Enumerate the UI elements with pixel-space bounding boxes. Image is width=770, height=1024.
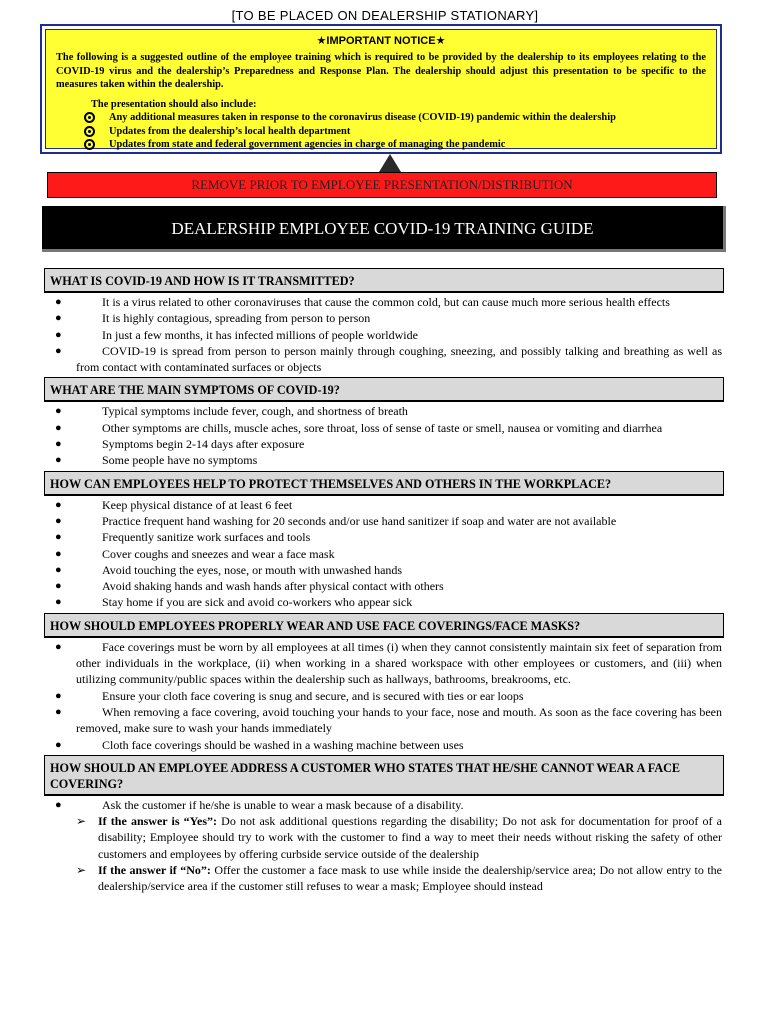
bullet-icon: ● <box>55 547 62 560</box>
list-item: ● It is highly contagious, spreading from person to person <box>55 311 371 326</box>
bullet-icon: ● <box>55 689 62 702</box>
arrow-bullet-icon: ➢ <box>76 814 87 829</box>
bullet-icon: ● <box>55 705 62 718</box>
notice-body: The following is a suggested outline of the employee training which is required to be provided by the dealership to its employees relating to the COVID-19 virus and the dealership’s Preparedness and Response Plan. The dealership should adjust this presentation to be specific to the measures taken within the dealership. <box>56 52 706 90</box>
bullet-icon: ● <box>55 328 62 341</box>
bullet-icon: ● <box>55 438 62 451</box>
bullet-icon: ● <box>55 514 62 527</box>
bullet-icon: ● <box>55 421 62 434</box>
list-item: ● Typical symptoms include fever, cough, and shortness of breath <box>55 404 408 419</box>
list-item: ● Cloth face coverings should be washed in a washing machine between uses <box>55 737 464 752</box>
bullet-icon: ● <box>55 640 62 653</box>
section-heading: HOW SHOULD AN EMPLOYEE ADDRESS A CUSTOMER WHO STATES THAT HE/SHE CANNOT WEAR A FACE COVERING? <box>44 755 724 796</box>
list-item: ● Ask the customer if he/she is unable to wear a mask because of a disability. <box>55 797 464 812</box>
notice-subheading: The presentation should also include: <box>91 98 257 110</box>
circle-bullet-icon <box>84 112 95 123</box>
training-content <box>44 268 724 897</box>
bullet-icon: ● <box>55 531 62 544</box>
list-item: ● Cover coughs and sneezes and wear a face mask <box>55 546 335 561</box>
section-heading: HOW SHOULD EMPLOYEES PROPERLY WEAR AND USE FACE COVERINGS/FACE MASKS? <box>44 613 724 638</box>
section-heading: HOW CAN EMPLOYEES HELP TO PROTECT THEMSELVES AND OTHERS IN THE WORKPLACE? <box>44 471 724 496</box>
section-body <box>44 402 724 470</box>
notice-list-item: Updates from the dealership’s local health department <box>84 125 706 139</box>
bullet-icon: ● <box>55 454 62 467</box>
bullet-icon: ● <box>55 563 62 576</box>
list-item: ● Other symptoms are chills, muscle aches, sore throat, loss of sense of taste or smell, nausea or vomiting and diarrhea <box>55 420 663 435</box>
section-body <box>44 496 724 613</box>
list-item: ● Avoid touching the eyes, nose, or mouth with unwashed hands <box>55 562 403 577</box>
section-heading: WHAT ARE THE MAIN SYMPTOMS OF COVID-19? <box>44 377 724 402</box>
list-item: ● Some people have no symptoms <box>55 453 258 468</box>
list-item: ● Face coverings must be worn by all employees at all times (i) when they cannot consistently maintain six feet of separation from other individuals in the workplace, (ii) when working in a shared workspace with other employees or customers, and (iii) when utilizing community/public spaces within the dealership such as hallways, bathrooms, breakrooms, etc. <box>55 639 722 687</box>
remove-banner: REMOVE PRIOR TO EMPLOYEE PRESENTATION/DISTRIBUTION <box>47 172 717 198</box>
bullet-icon: ● <box>55 296 62 308</box>
list-item: ● When removing a face covering, avoid touching your hands to your face, nose and mouth. As soon as the face covering has been removed, make sure to wash your hands immediately <box>55 704 722 736</box>
list-item: ● Stay home if you are sick and avoid co-workers who appear sick <box>55 595 413 610</box>
list-item: ● Avoid shaking hands and wash hands after physical contact with others <box>55 579 444 594</box>
notice-list <box>56 111 706 152</box>
list-item: ● Frequently sanitize work surfaces and tools <box>55 530 311 545</box>
stationary-note: [TO BE PLACED ON DEALERSHIP STATIONARY] <box>231 8 539 23</box>
important-notice-box <box>40 24 722 154</box>
section-body <box>44 796 724 897</box>
section-body <box>44 638 724 755</box>
sub-list-item: ➢ If the answer is “Yes”: Do not ask additional questions regarding the disability; Do not ask for documentation for proof of a disability; Employee should try to work with the customer to find a way to meet their needs without risking the safety of other customers and employees by offering curbside service outside of the dealership <box>76 814 722 861</box>
up-arrow-icon <box>379 154 401 172</box>
bullet-icon: ● <box>55 312 62 325</box>
bullet-icon: ● <box>55 405 62 418</box>
list-item: ● In just a few months, it has infected millions of people worldwide <box>55 327 418 342</box>
bullet-icon: ● <box>55 798 62 811</box>
list-item: ● Symptoms begin 2-14 days after exposure <box>55 437 305 452</box>
list-item: ● It is a virus related to other coronaviruses that cause the common cold, but can cause much more serious health effects <box>55 295 670 309</box>
circle-bullet-icon <box>84 126 95 137</box>
section-heading: WHAT IS COVID-19 AND HOW IS IT TRANSMITTED? <box>44 268 724 293</box>
notice-title: ★IMPORTANT NOTICE★ <box>316 35 446 47</box>
bullet-icon: ● <box>55 596 62 609</box>
notice-list-item: Updates from state and federal government agencies in charge of managing the pandemic <box>84 138 706 152</box>
bullet-icon: ● <box>55 580 62 593</box>
section-body <box>44 293 724 377</box>
arrow-bullet-icon: ➢ <box>76 863 87 878</box>
list-item: ● COVID-19 is spread from person to person mainly through coughing, sneezing, and possibly talking and breathing as well as from contact with contaminated surfaces or objects <box>55 343 722 375</box>
list-item: ● Ensure your cloth face covering is snug and secure, and is secured with ties or ear loops <box>55 688 524 703</box>
bullet-icon: ● <box>55 344 62 357</box>
sub-list-item: ➢ If the answer if “No”: Offer the customer a face mask to use while inside the dealership/service area; Do not allow entry to the dealership/service area if the customer still refuses to wear a mask; Employee should instead <box>76 863 722 894</box>
list-item: ● Keep physical distance of at least 6 feet <box>55 497 293 512</box>
bullet-icon: ● <box>55 498 62 511</box>
bullet-icon: ● <box>55 738 62 751</box>
list-item: ● Practice frequent hand washing for 20 seconds and/or use hand sanitizer if soap and water are not available <box>55 513 617 528</box>
important-notice-inner <box>45 29 717 149</box>
notice-list-item: Any additional measures taken in response to the coronavirus disease (COVID-19) pandemic within the dealership <box>84 111 706 125</box>
guide-title: DEALERSHIP EMPLOYEE COVID-19 TRAINING GUIDE <box>42 206 726 252</box>
circle-bullet-icon <box>84 139 95 150</box>
